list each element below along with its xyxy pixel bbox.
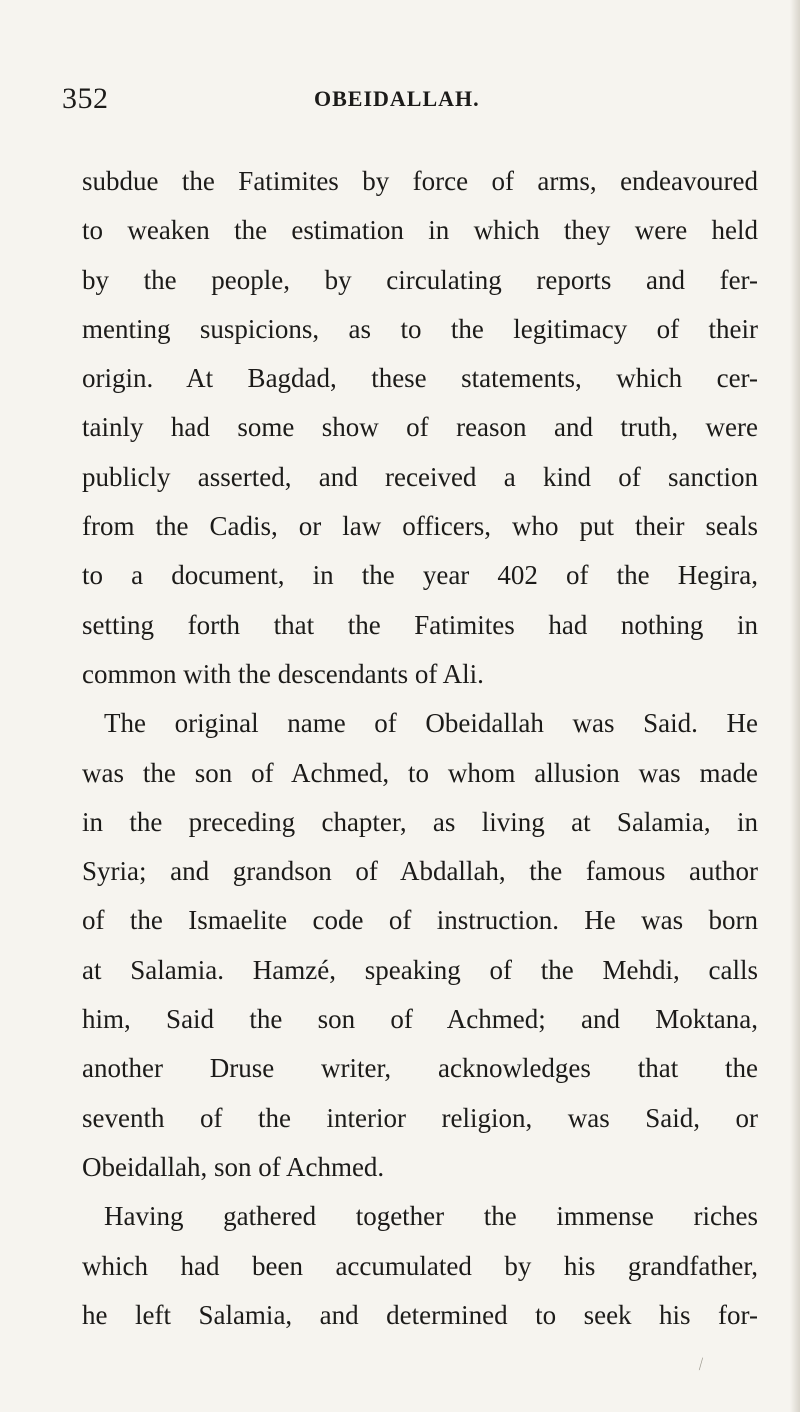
ink-mark: ⁄ xyxy=(697,1356,706,1373)
text-line: in the preceding chapter, as living at Salamia, in xyxy=(82,806,758,837)
text-line: from the Cadis, or law officers, who put their seals xyxy=(82,511,758,542)
page-number: 352 xyxy=(62,82,109,115)
text-line: Obeidallah, son of Achmed. xyxy=(82,1151,385,1182)
text-line: Syria; and grandson of Abdallah, the famous author xyxy=(82,856,758,887)
text-line: tainly had some show of reason and truth, were xyxy=(82,412,758,443)
text-line: menting suspicions, as to the legitimacy of their xyxy=(82,313,758,344)
text-line: another Druse writer, acknowledges that the xyxy=(82,1053,758,1084)
text-line: which had been accumulated by his grandfather, xyxy=(82,1250,758,1281)
text-line: by the people, by circulating reports and fer- xyxy=(82,264,758,295)
running-head xyxy=(62,82,762,122)
text-line: him, Said the son of Achmed; and Moktana, xyxy=(82,1004,758,1035)
paragraph-start-line: The original name of Obeidallah was Said. He xyxy=(104,708,758,739)
text-line: of the Ismaelite code of instruction. He was born xyxy=(82,905,758,936)
running-title: OBEIDALLAH. xyxy=(314,86,480,111)
text-line: setting forth that the Fatimites had nothing in xyxy=(82,609,758,640)
page-edge-shadow xyxy=(790,0,800,1412)
text-line: publicly asserted, and received a kind of sanction xyxy=(82,461,758,492)
text-line: he left Salamia, and determined to seek his for- xyxy=(82,1299,758,1330)
text-line: was the son of Achmed, to whom allusion was made xyxy=(82,757,758,788)
text-line: subdue the Fatimites by force of arms, endeavoured xyxy=(82,166,758,196)
text-line: to weaken the estimation in which they were held xyxy=(82,215,758,246)
text-line: seventh of the interior religion, was Said, or xyxy=(82,1102,758,1133)
text-line: at Salamia. Hamzé, speaking of the Mehdi, calls xyxy=(82,954,758,985)
text-line: to a document, in the year 402 of the Hegira, xyxy=(82,560,758,591)
text-line: common with the descendants of Ali. xyxy=(82,658,484,689)
body-text xyxy=(82,157,758,1340)
text-line: origin. At Bagdad, these statements, which cer- xyxy=(82,363,758,394)
paragraph-start-line: Having gathered together the immense riches xyxy=(104,1201,758,1232)
